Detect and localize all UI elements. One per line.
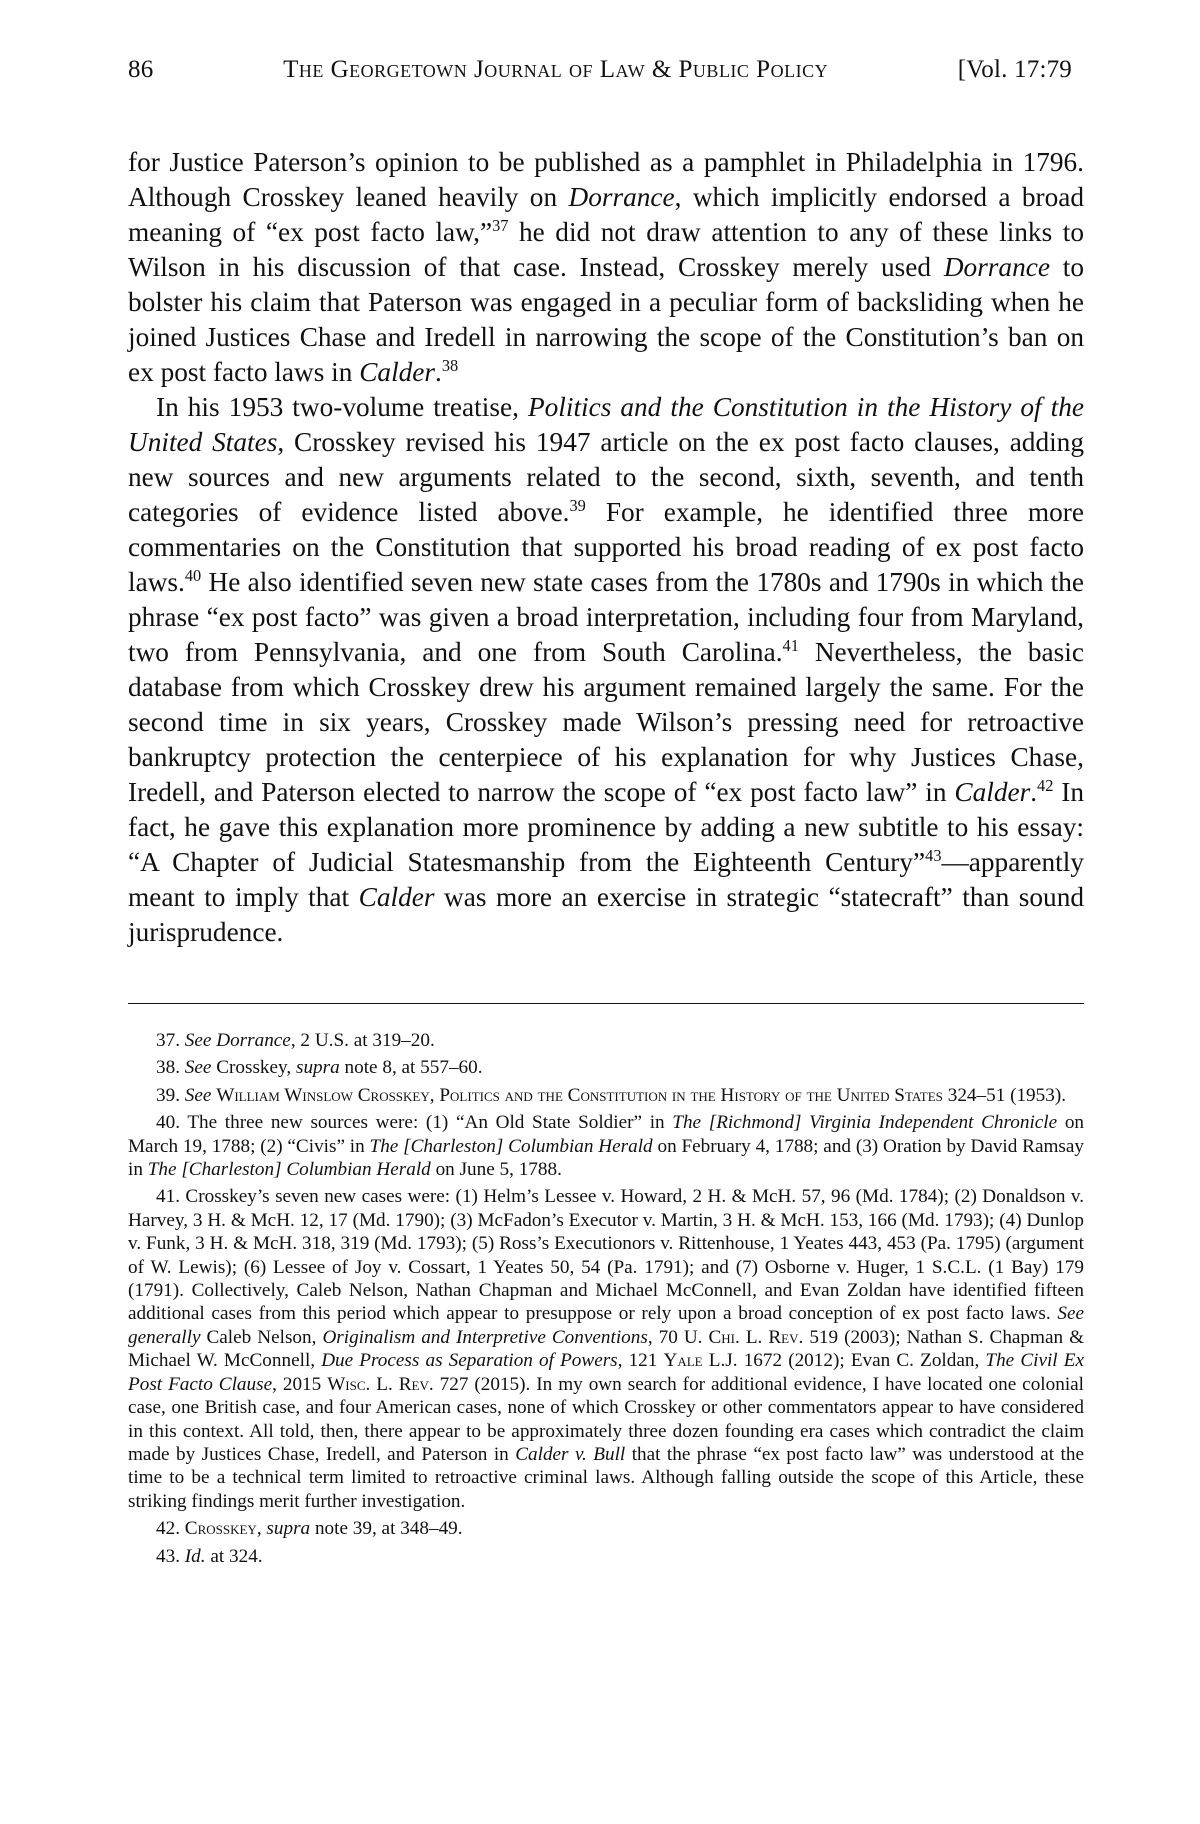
signal: See: [184, 1030, 212, 1051]
text-run: he did not draw attention to any of these links to Wilson in his discussion of that case. Instead, Crosskey merely used: [128, 217, 1084, 282]
footnote-number: 43.: [156, 1545, 180, 1567]
text-run: .: [435, 357, 442, 387]
text-run: Crosskey,: [211, 1057, 296, 1079]
footnote-37: [128, 1029, 1084, 1052]
supra: supra: [296, 1057, 340, 1079]
text-run: 324–51 (1953).: [942, 1084, 1067, 1106]
signal: See: [184, 1057, 212, 1079]
paragraph-2: [128, 390, 1084, 950]
signal: See: [184, 1084, 212, 1106]
article-title: The Civil Ex Post Facto Clause: [128, 1350, 1085, 1395]
footnote-ref[interactable]: 42: [1037, 776, 1054, 796]
footnote-ref[interactable]: 43: [925, 846, 942, 866]
footnotes: [128, 1029, 1084, 1572]
text-run: for Justice Paterson’s opinion to be published as a pamphlet in Philadelphia in 1796. Although Crosskey leaned heavily on: [128, 147, 1084, 212]
footnote-38: [128, 1056, 1084, 1079]
text-run: .: [1030, 777, 1038, 807]
text-run: , 70 U.: [647, 1326, 709, 1348]
signal: See generally: [128, 1303, 1084, 1348]
footnote-ref[interactable]: 40: [184, 566, 202, 586]
text-run: on March 19, 1788; (2) “Civis” in: [128, 1112, 1085, 1157]
text-run: In his 1953 two-volume treatise,: [156, 392, 528, 422]
text-run: to bolster his claim that Paterson was engaged in a peculiar form of backsliding when he joined Justices Chase and Iredell in narrowing the scope of the Constitution’s ban on ex post facto laws in: [128, 252, 1084, 387]
text-run: note 39, at 348–49.: [310, 1518, 463, 1540]
text-run: on June 5, 1788.: [430, 1159, 562, 1181]
case-name: Dorrance: [216, 1030, 291, 1051]
text-run: , 2015: [272, 1373, 328, 1395]
footnote-number: 39.: [156, 1084, 180, 1106]
journal-abbrev: Chi. L. Rev.: [708, 1326, 804, 1348]
id-signal: Id.: [184, 1545, 206, 1567]
text-run: —apparently meant to imply that: [128, 847, 1084, 912]
footnote-ref[interactable]: 41: [782, 636, 799, 656]
footnote-41: [128, 1185, 1084, 1513]
article-title: Due Process as Separation of Powers: [321, 1350, 618, 1372]
main-text: [128, 145, 1084, 950]
text-run: , which implicitly endorsed a broad meaning of “ex post facto law,”: [128, 182, 1084, 247]
text-run: 519 (2003); Nathan S. Chapman & Michael W. McConnell,: [128, 1326, 1084, 1372]
footnote-number: 38.: [156, 1057, 180, 1079]
journal-abbrev: Yale: [663, 1350, 703, 1372]
footnote-40: [128, 1111, 1084, 1181]
text-run: on February 4, 1788; and (3) Oration by David Ramsay in: [128, 1135, 1084, 1181]
journal-abbrev: Wisc. L. Rev.: [327, 1373, 434, 1395]
footnote-ref[interactable]: 37: [492, 216, 509, 236]
author: Crosskey: [184, 1518, 257, 1540]
running-header: [128, 56, 1072, 84]
book-title: Politics and the Constitution in the History of the United States: [128, 392, 1085, 457]
text-run: , 2 U.S. at 319–20.: [290, 1030, 435, 1051]
text-run: ,: [256, 1518, 267, 1540]
footnote-39: [128, 1084, 1084, 1107]
case-name: Calder: [954, 777, 1031, 807]
paragraph-1: [128, 145, 1084, 390]
volume-citation: [Vol. 17:79: [957, 56, 1072, 83]
text-run: that the phrase “ex post facto law” was understood at the time to be a technical term limited to retroactive criminal laws. Although falling outside the scope of this Article, these striking findings merit further investigation.: [128, 1443, 1084, 1512]
book-title: Politics and the Constitution in the History of the United States: [439, 1084, 943, 1106]
case-name: Calder: [358, 882, 435, 912]
text-run: was more an exercise in strategic “statecraft” than sound jurisprudence.: [128, 882, 1084, 947]
newspaper-title: The [Richmond] Virginia Independent Chronicle: [672, 1112, 1058, 1134]
case-name: Calder v. Bull: [515, 1443, 626, 1465]
text-run: , 121: [617, 1350, 664, 1372]
footnote-42: [128, 1517, 1084, 1540]
text-run: 727 (2015). In my own search for additional evidence, I have located one colonial case, one British case, and four American cases, none of which Crosskey or other commentators appear to have considered in this context. All told, then, there appear to be approximately three dozen founding era cases which contradict the claim made by Justices Chase, Iredell, and Paterson in: [128, 1373, 1084, 1465]
case-name: Dorrance: [943, 252, 1050, 282]
case-name: Calder: [359, 357, 436, 387]
footnote-43: [128, 1545, 1084, 1568]
footnote-ref[interactable]: 38: [441, 356, 459, 376]
text-run: note 8, at 557–60.: [339, 1057, 483, 1079]
text-run: Crosskey’s seven new cases were: (1) Helm’s Lessee v. Howard, 2 H. & McH. 57, 96 (Md. 1784); (2) Donaldson v. Harvey, 3 H. & McH. 12, 17 (Md. 1790); (3) McFadon’s Executor v. Martin, 3 H. & McH. 153, 166 (Md. 1793); (4) Dunlop v. Funk, 3 H. & McH. 318, 319 (Md. 1793); (5) Ross’s Executionors v. Rittenhouse, 1 Yeates 443, 453 (Pa. 1795) (argument of W. Lewis); (6) Lessee of Joy v. Cossart, 1 Yeates 50, 54 (Pa. 1791); and (7) Osborne v. Huger, 1 S.C.L. (1 Bay) 179 (1791). Collectively, Caleb Nelson, Nathan Chapman and Michael McConnell, and Evan Zoldan have identified fifteen additional cases from this period which appear to presuppose or rely upon a broad conception of ex post facto laws.: [128, 1186, 1084, 1325]
text-run: L.J. 1672 (2012); Evan C. Zoldan,: [702, 1350, 986, 1372]
text-run: In fact, he gave this explanation more prominence by adding a new subtitle to his essay: “A Chapter of Judicial Statesmanship from the Eighteenth Century”: [128, 777, 1084, 877]
text-run: Caleb Nelson,: [200, 1326, 323, 1348]
footnote-number: 37.: [156, 1030, 180, 1051]
case-name: Dorrance: [568, 182, 675, 212]
journal-title: The Georgetown Journal of Law & Public Policy: [283, 56, 829, 83]
author: William Winslow Crosskey: [216, 1084, 430, 1106]
text-run: ,: [429, 1084, 440, 1106]
footnote-divider: [128, 1003, 1084, 1004]
footnote-number: 42.: [156, 1518, 180, 1540]
footnote-number: 41.: [156, 1186, 180, 1208]
text-run: The three new sources were: (1) “An Old State Soldier” in: [187, 1112, 673, 1134]
article-title: Originalism and Interpretive Conventions: [322, 1326, 648, 1348]
text-run: at 324.: [205, 1545, 263, 1567]
text-run: For example, he identified three more commentaries on the Constitution that supported his broad reading of ex post facto laws.: [128, 497, 1084, 597]
footnote-ref[interactable]: 39: [569, 496, 586, 516]
supra: supra: [266, 1518, 311, 1540]
newspaper-title: The [Charleston] Columbian Herald: [147, 1159, 431, 1181]
newspaper-title: The [Charleston] Columbian Herald: [369, 1135, 653, 1157]
footnote-number: 40.: [156, 1112, 180, 1134]
text-run: He also identified seven new state cases from the 1780s and 1790s in which the phrase “ex post facto” was given a broad interpretation, including four from Maryland, two from Pennsylvania, and one from South Carolina.: [128, 567, 1084, 667]
text-run: Nevertheless, the basic database from which Crosskey drew his argument remained largely the same. For the second time in six years, Crosskey made Wilson’s pressing need for retroactive bankruptcy protection the centerpiece of his explanation for why Justices Chase, Iredell, and Paterson elected to narrow the scope of “ex post facto law” in: [128, 637, 1084, 807]
text-run: , Crosskey revised his 1947 article on the ex post facto clauses, adding new sources and new arguments related to the second, sixth, seventh, and tenth categories of evidence listed above.: [128, 427, 1084, 527]
page-number: 86: [128, 56, 154, 83]
